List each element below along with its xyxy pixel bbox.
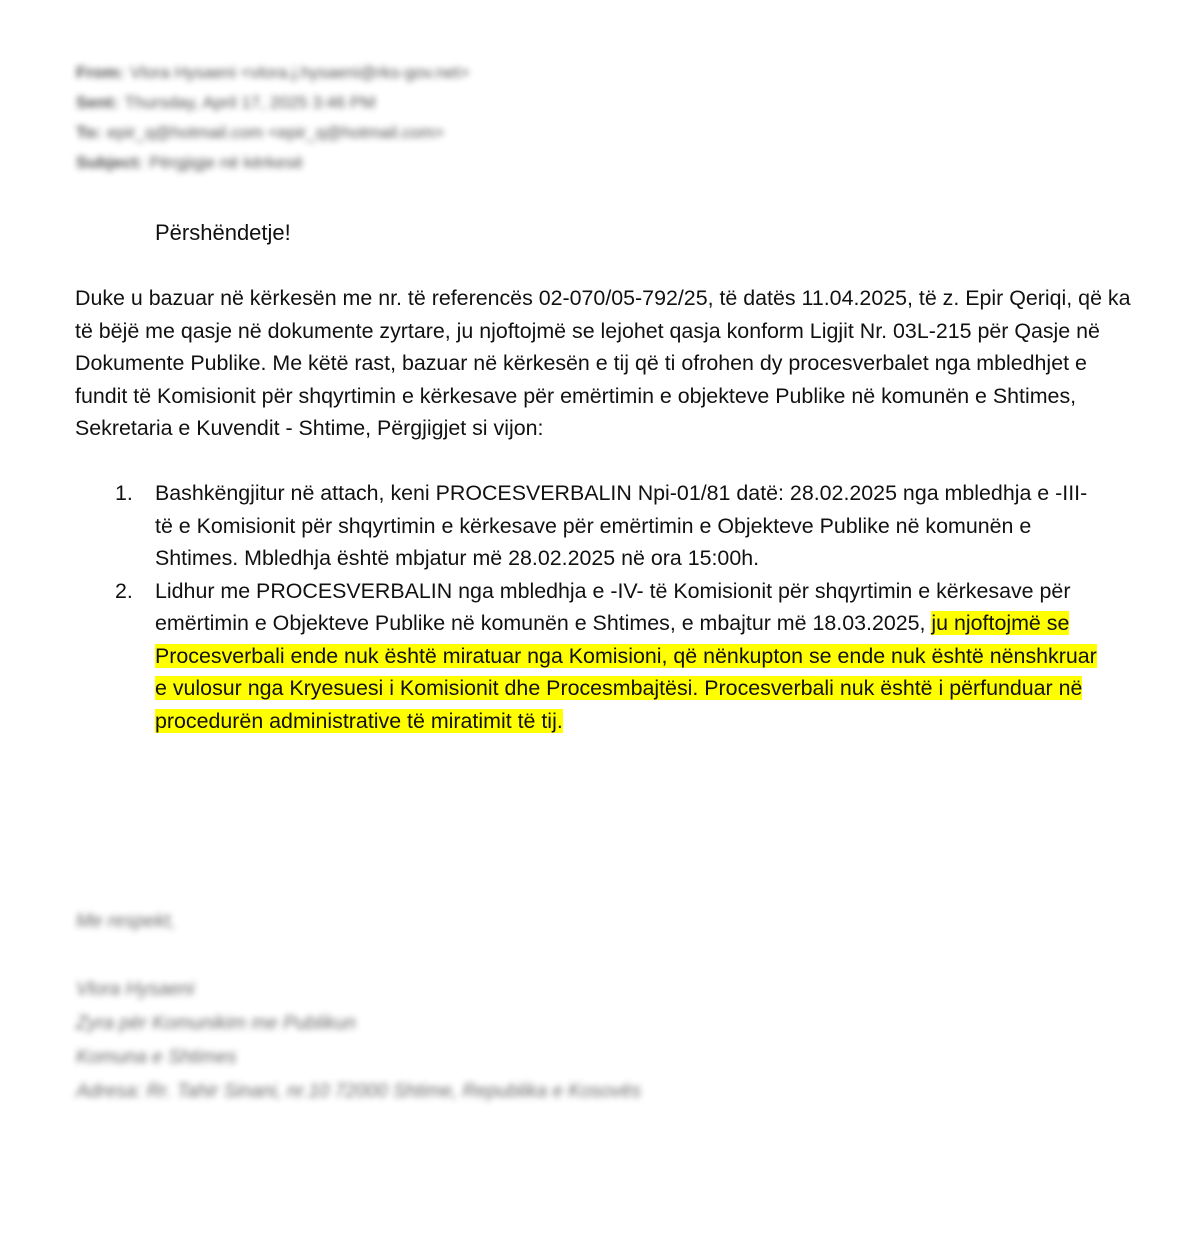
from-value: Vlora Hysaeni <vlora.j.hysaeni@rks-gov.net>	[130, 63, 470, 82]
subject-value: Përgjigje në kërkesë	[149, 153, 304, 172]
list-item-number: 2.	[115, 578, 133, 603]
body-paragraph: Duke u bazuar në kërkesën me nr. të referencës 02-070/05-792/25, të datës 11.04.2025, të z. Epir Qeriqi, që ka të bëjë me qasje në dokumente zyrtare, ju njoftojmë se lejohet qasja konform Ligjit Nr. 03L-215 për Qasje në Dokumente Publike. Me këtë rast, bazuar në kërkesën e tij që ti ofrohen dy procesverbalet nga mbledhjet e fundit të Komisionit për shqyrtimin e kërkesave për emërtimin e objekteve Publike në komunën e Shtimes, Sekretaria e Kuvendit - Shtime, Përgjigjet si vijon:	[75, 286, 1131, 440]
highlighted-text: ju njoftojmë se Procesverbali ende nuk është miratuar nga Komisioni, që nënkupton se ende nuk është nënshkruar e vulosur nga Kryesuesi i Komisionit dhe Procesmbajtësi. Procesverbali nuk është i përfunduar në procedurën administrative të miratimit të tij.	[155, 611, 1097, 733]
list-item	[115, 575, 1105, 738]
signature-name: Vlora Hysaeni	[76, 979, 195, 1000]
list-item-number: 1.	[115, 481, 133, 505]
list-item-text	[155, 575, 1105, 738]
sent-line: Sent: Thursday, April 17, 2025 3:46 PM	[76, 93, 376, 112]
greeting: Përshëndetje!	[155, 220, 291, 245]
from-line: From: Vlora Hysaeni <vlora.j.hysaeni@rks-gov.net>	[76, 63, 470, 82]
signature-municipality: Komuna e Shtimes	[76, 1047, 237, 1068]
to-line: To: epir_q@hotmail.com <epir_q@hotmail.com>	[76, 123, 445, 142]
list-item	[115, 477, 1105, 575]
response-list	[115, 477, 1105, 737]
email-header	[76, 58, 469, 178]
to-value: epir_q@hotmail.com <epir_q@hotmail.com>	[107, 123, 445, 142]
signature-closing: Me respekt,	[76, 911, 176, 932]
list-item-plain-text: Lidhur me PROCESVERBALIN nga mbledhja e -IV- të Komisionit për shqyrtimin e kërkesave për emërtimin e Objekteve Publike në komunën e Shtimes, e mbajtur më 18.03.2025,	[155, 578, 1071, 635]
signature-block	[76, 905, 641, 1109]
signature-address: Adresa: Rr. Tahir Sinani, nr.10 72000 Shtime, Republika e Kosovës	[76, 1081, 642, 1102]
sent-value: Thursday, April 17, 2025 3:46 PM	[124, 93, 376, 112]
list-item-text: Bashkëngjitur në attach, keni PROCESVERBALIN Npi-01/81 datë: 28.02.2025 nga mbledhja e -III- të e Komisionit për shqyrtimin e kërkesave për emërtimin e Objekteve Publike në komunën e Shtimes. Mbledhja është mbjatur më 28.02.2025 në ora 15:00h.	[155, 481, 1088, 570]
subject-line: Subject: Përgjigje në kërkesë	[76, 153, 304, 172]
signature-office: Zyra për Komunikim me Publikun	[76, 1013, 356, 1034]
